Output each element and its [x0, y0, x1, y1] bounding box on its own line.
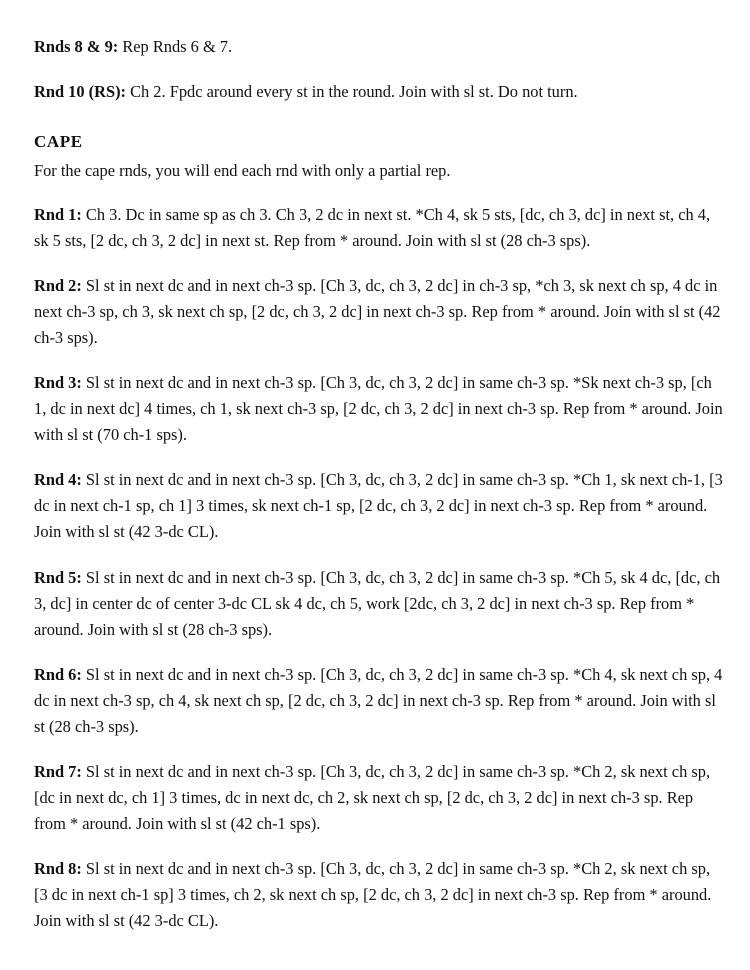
round-text: Sl st in next dc and in next ch-3 sp. [Ch 3, dc, ch 3, 2 dc] in ch-3 sp, *ch 3, sk next ch sp, 4 dc in next ch-3 sp, ch 3, sk next ch sp, [2 dc, ch 3, 2 dc] in next ch-3 sp. Rep from * around. Join with sl st (42 ch-3 sps). [34, 276, 721, 347]
round-label: Rnd 3: [34, 373, 82, 392]
round-text: Rep Rnds 6 & 7. [118, 37, 233, 56]
cape-intro: For the cape rnds, you will end each rnd with only a partial rep. [34, 161, 451, 180]
round-label: Rnd 5: [34, 568, 82, 587]
round-text: Sl st in next dc and in next ch-3 sp. [Ch 3, dc, ch 3, 2 dc] in same ch-3 sp. *Ch 5, sk 4 dc, [dc, ch 3, dc] in center dc of center 3-dc CL sk 4 dc, ch 5, work [2dc, ch 3, 2 dc] in next ch-3 sp. Rep from * around. Join with sl st (28 ch-3 sps). [34, 568, 721, 639]
round-label: Rnd 10 (RS): [34, 82, 126, 101]
round-text: Ch 3. Dc in same sp as ch 3. Ch 3, 2 dc in next st. *Ch 4, sk 5 sts, [dc, ch 3, dc] in next st, ch 4, sk 5 sts, [2 dc, ch 3, 2 dc] in next st. Rep from * around. Join with sl st (28 ch-3 sps). [34, 205, 711, 250]
instruction-rnd-6 [34, 662, 724, 740]
round-label: Rnd 6: [34, 665, 82, 684]
round-label: Rnd 2: [34, 276, 82, 295]
instruction-rnd-4 [34, 467, 724, 545]
round-label: Rnd 8: [34, 859, 82, 878]
round-label: Rnd 4: [34, 470, 82, 489]
round-text: Sl st in next dc and in next ch-3 sp. [Ch 3, dc, ch 3, 2 dc] in same ch-3 sp. *Ch 1, sk next ch-1, [3 dc in next ch-1 sp, ch 1] 3 times, sk next ch-1 sp, [2 dc, ch 3, 2 dc] in next ch-3 sp. Rep from * around. Join with sl st (42 3-dc CL). [34, 470, 723, 541]
instruction-rnd-1 [34, 202, 724, 254]
round-label: Rnd 7: [34, 762, 82, 781]
instruction-rnd-8 [34, 856, 724, 934]
round-text: Sl st in next dc and in next ch-3 sp. [Ch 3, dc, ch 3, 2 dc] in same ch-3 sp. *Sk next ch-3 sp, [ch 1, dc in next dc] 4 times, ch 1, sk next ch-3 sp, [2 dc, ch 3, 2 dc] in next ch-3 sp. Rep from * around. Join with sl st (70 ch-1 sps). [34, 373, 723, 444]
instruction-rnds-8-9 [34, 34, 724, 60]
round-text: Sl st in next dc and in next ch-3 sp. [Ch 3, dc, ch 3, 2 dc] in same ch-3 sp. *Ch 2, sk next ch sp, [dc in next dc, ch 1] 3 times, dc in next dc, ch 2, sk next ch sp, [2 dc, ch 3, 2 dc] in next ch-3 sp. Rep from * around. Join with sl st (42 ch-1 sps). [34, 762, 711, 833]
instruction-rnd-5 [34, 565, 724, 643]
instruction-rnd-2 [34, 273, 724, 351]
instruction-rnd-3 [34, 370, 724, 448]
round-text: Sl st in next dc and in next ch-3 sp. [Ch 3, dc, ch 3, 2 dc] in same ch-3 sp. *Ch 2, sk next ch sp, [3 dc in next ch-1 sp] 3 times, ch 2, sk next ch sp, [2 dc, ch 3, 2 dc] in next ch-3 sp. Rep from * around. Join with sl st (42 3-dc CL). [34, 859, 712, 930]
section-heading-cape: CAPE [34, 132, 83, 151]
instruction-rnd-7 [34, 759, 724, 837]
round-label: Rnds 8 & 9: [34, 37, 119, 56]
round-text: Ch 2. Fpdc around every st in the round. Join with sl st. Do not turn. [125, 82, 578, 101]
instruction-rnd-10 [34, 79, 724, 105]
round-label: Rnd 1: [34, 205, 82, 224]
round-text: Sl st in next dc and in next ch-3 sp. [Ch 3, dc, ch 3, 2 dc] in same ch-3 sp. *Ch 4, sk next ch sp, 4 dc in next ch-3 sp, ch 4, sk next ch sp, [2 dc, ch 3, 2 dc] in next ch-3 sp. Rep from * around. Join with sl st (28 ch-3 sps). [34, 665, 723, 736]
